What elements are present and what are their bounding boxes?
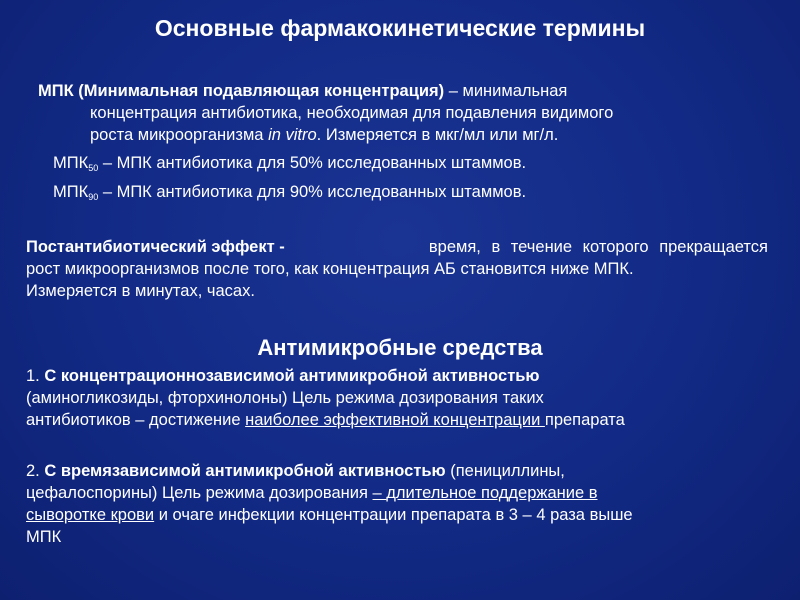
pae-line-1-rest: время, в течение которого прекращается — [428, 238, 768, 256]
item-2-line-1 — [26, 460, 776, 482]
mic90-line — [53, 181, 526, 208]
mic-definition — [38, 80, 738, 146]
list-item-2 — [26, 460, 776, 548]
pae-line-2: рост микроорганизмов после того, как концентрация АБ становится ниже МПК. — [26, 260, 634, 278]
section-title: Антимикробные средства — [257, 335, 543, 360]
mic50-subscript: 50 — [88, 163, 99, 173]
page-title: Основные фармакокинетические термины — [154, 15, 646, 41]
mic-line-3-a: роста микроорганизма — [90, 126, 269, 144]
post-antibiotic-effect — [26, 236, 768, 302]
item-1-heading: С концентрационнозависимой антимикробной активностью — [44, 367, 540, 385]
item-2-line-3 — [26, 504, 776, 526]
item-2-line-1-rest: (пенициллины, — [445, 462, 565, 480]
mic50-label: МПК — [53, 154, 89, 172]
item-1-number: 1. — [26, 367, 45, 385]
mic-line-1 — [38, 80, 738, 102]
mic50-text: – МПК антибиотика для 50% исследованных штаммов. — [98, 154, 527, 172]
item-2-line-4: МПК — [26, 528, 62, 546]
list-item-1 — [26, 365, 776, 431]
mic-line-3-b: . Измеряется в мкг/мл или мг/л. — [316, 126, 559, 144]
pae-line-3: Измеряется в минутах, часах. — [26, 282, 255, 300]
item-2-line-3-b: и очаге инфекции концентрации препарата в 3 – 4 раза выше — [154, 506, 633, 524]
pae-dash: - — [274, 238, 285, 256]
item-1-underlined-text: наиболее эффективной концентрации — [245, 411, 545, 429]
item-1-line-3-b: препарата — [544, 411, 625, 429]
mic50-line — [53, 152, 526, 179]
item-1-line-1 — [26, 365, 776, 387]
item-1-line-3-a: антибиотиков – достижение — [26, 411, 246, 429]
mic90-label: МПК — [53, 183, 89, 201]
mic-line-2: концентрация антибиотика, необходимая для подавления видимого — [90, 104, 614, 122]
mic-def-start: – минимальная — [444, 82, 568, 100]
item-2-underlined-text-2: сыворотке крови — [26, 506, 155, 524]
pae-term: Постантибиотический эффект — [26, 238, 275, 256]
item-2-underlined-text-1: длительное поддержание в — [386, 484, 598, 502]
mic90-subscript: 90 — [88, 192, 99, 202]
item-2-line-2 — [26, 482, 776, 504]
pae-line-1 — [26, 236, 768, 258]
item-1-line-2: (аминогликозиды, фторхинолоны) Цель режима дозирования таких — [26, 389, 544, 407]
mic-term: МПК (Минимальная подавляющая концентрация) — [38, 82, 445, 100]
item-2-dash: – — [372, 484, 387, 502]
item-1-line-3 — [26, 409, 776, 431]
in-vitro-text: in vitro — [268, 126, 317, 144]
mic90-text: – МПК антибиотика для 90% исследованных штаммов. — [98, 183, 527, 201]
item-2-heading: С времязависимой антимикробной активностью — [44, 462, 446, 480]
item-2-number: 2. — [26, 462, 45, 480]
mic-line-3 — [38, 124, 738, 146]
item-2-line-2-a: цефалоспорины) Цель режима дозирования — [26, 484, 373, 502]
